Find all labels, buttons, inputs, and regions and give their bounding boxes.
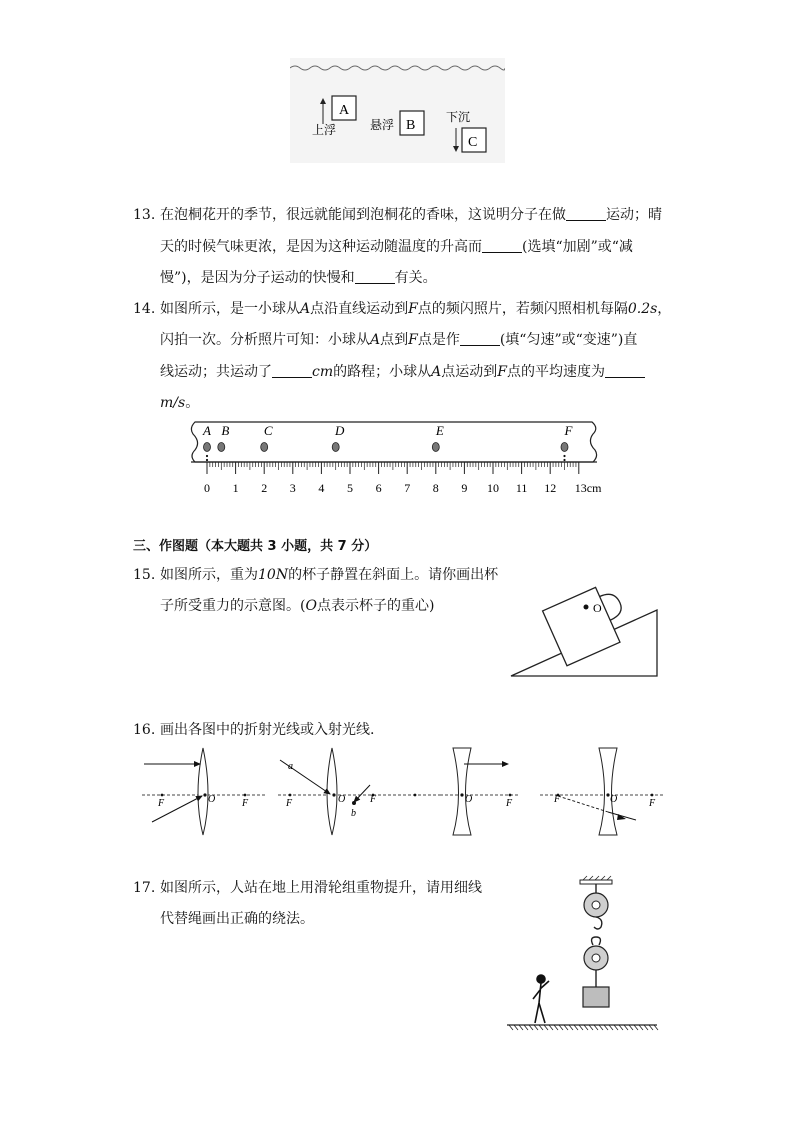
- svg-text:F: F: [649, 798, 656, 809]
- q15-number: 15.: [133, 567, 156, 583]
- q15-line2: 子所受重力的示意图。(O点表示杯子的重心): [160, 598, 435, 614]
- lens-diagrams-figure: [140, 740, 670, 840]
- svg-text:O: O: [465, 794, 473, 805]
- svg-text:O: O: [338, 794, 346, 805]
- q14-line3: 线运动；共运动了 cm的路程；小球从A点运动到F点的平均速度为: [160, 362, 645, 382]
- svg-text:F: F: [286, 798, 293, 809]
- ball-a: [204, 443, 211, 452]
- alignment-dot: [563, 455, 565, 457]
- ground-hatch-line: [644, 1025, 648, 1030]
- svg-text:F: F: [158, 798, 165, 809]
- q16-text: 画出各图中的折射光线或入射光线.: [160, 722, 375, 738]
- ball-label-b: B: [221, 423, 230, 438]
- svg-text:A: A: [339, 103, 350, 118]
- ruler-strip: [191, 422, 596, 462]
- ruler-tick-label: 6: [375, 481, 382, 495]
- svg-text:F: F: [506, 798, 513, 809]
- lens-diagram-1: [142, 748, 265, 835]
- q13-blank3[interactable]: [355, 269, 395, 284]
- ground-hatch-line: [544, 1025, 548, 1030]
- ball-label-a: A: [203, 423, 211, 438]
- ground-hatch-line: [614, 1025, 618, 1030]
- ground-hatch-line: [634, 1025, 638, 1030]
- q14-blank2[interactable]: [272, 363, 312, 378]
- q17-line1: 如图所示，人站在地上用滑轮组重物提升，请用细线: [160, 880, 482, 896]
- ground-hatch-line: [524, 1025, 528, 1030]
- ground-hatch-line: [559, 1025, 563, 1030]
- convex-lens-1: [198, 748, 208, 835]
- q13-blank2[interactable]: [482, 238, 522, 253]
- svg-text:悬浮: 悬浮: [370, 118, 395, 132]
- ground-hatch-line: [609, 1025, 613, 1030]
- ground-hatch-line: [579, 1025, 583, 1030]
- ground-hatch-line: [549, 1025, 553, 1030]
- strobe-ruler-figure: [185, 418, 605, 503]
- ground-hatch-line: [539, 1025, 543, 1030]
- lens-diagram-2: [278, 748, 440, 835]
- svg-text:a: a: [288, 761, 293, 772]
- q15-line1: 如图所示，重为10N的杯子静置在斜面上。请你画出杯: [160, 567, 499, 583]
- buoyancy-figure: [290, 58, 505, 163]
- ball-label-e: E: [435, 423, 444, 438]
- q17-line2: 代替绳画出正确的绕法。: [160, 911, 314, 927]
- ground-hatch-line: [509, 1025, 513, 1030]
- ground-hatch-line: [619, 1025, 623, 1030]
- ball-label-d: D: [335, 423, 345, 438]
- lens-diagram-3: [440, 748, 518, 835]
- svg-text:O: O: [593, 601, 602, 615]
- ground-hatch-line: [529, 1025, 533, 1030]
- svg-text:F: F: [242, 798, 249, 809]
- ruler-tick-label: 1: [232, 481, 239, 495]
- lens-diagram-4: [540, 748, 665, 835]
- ground-hatch-line: [584, 1025, 588, 1030]
- ground-hatch-line: [589, 1025, 593, 1030]
- ball-d: [332, 443, 339, 452]
- q14-line4: m/s。: [160, 395, 200, 411]
- ground-hatch-line: [604, 1025, 608, 1030]
- fixed-pulley: [584, 893, 608, 929]
- ground-hatch-line: [624, 1025, 628, 1030]
- q13-line1: 在泡桐花开的季节，很远就能闻到泡桐花的香味，这说明分子在做 运动；晴: [160, 207, 662, 223]
- center-of-gravity-dot: [584, 605, 589, 610]
- concave-lens-4: [599, 748, 617, 835]
- svg-text:C: C: [468, 135, 478, 150]
- ball-f: [561, 443, 568, 452]
- section-3-title: 三、作图题（本大题共 3 小题，共 7 分）: [133, 539, 378, 554]
- ball-b: [218, 443, 225, 452]
- ruler-tick-label: 10: [487, 481, 499, 495]
- ground-hatch-line: [654, 1025, 658, 1030]
- cup-on-incline-figure: [505, 570, 665, 682]
- ball-label-f: F: [564, 423, 573, 438]
- pulley-system-figure: [505, 875, 665, 1035]
- ruler-tick-label: 9: [461, 481, 468, 495]
- movable-pulley: [584, 937, 608, 987]
- q13-line2: 天的时候气味更浓，是因为这种运动随温度的升高而 (选填“加剧”或“减: [160, 239, 633, 255]
- q14-number: 14.: [133, 301, 156, 317]
- q14-blank3[interactable]: [605, 363, 645, 378]
- ground-hatch-line: [599, 1025, 603, 1030]
- svg-text:b: b: [351, 808, 356, 819]
- svg-text:O: O: [610, 794, 618, 805]
- svg-text:B: B: [406, 118, 416, 133]
- weight-block: [583, 987, 609, 1007]
- q17-number: 17.: [133, 880, 156, 896]
- q14-blank1[interactable]: [460, 331, 500, 346]
- ground-hatch-line: [534, 1025, 538, 1030]
- svg-text:O: O: [208, 794, 216, 805]
- ball-c: [261, 443, 268, 452]
- ground-hatch-line: [569, 1025, 573, 1030]
- ground-hatch-line: [574, 1025, 578, 1030]
- convex-lens-2: [327, 748, 337, 835]
- ruler-tick-label: 11: [515, 481, 528, 495]
- q13-number: 13.: [133, 207, 156, 223]
- ruler-tick-label: 13cm: [574, 481, 602, 495]
- ruler-tick-label: 0: [204, 481, 210, 495]
- person-figure: [533, 975, 549, 1023]
- ground-hatch-line: [514, 1025, 518, 1030]
- svg-text:上浮: 上浮: [312, 123, 337, 137]
- concave-lens-3: [453, 748, 471, 835]
- ground-hatch-line: [554, 1025, 558, 1030]
- ground-hatch-line: [519, 1025, 523, 1030]
- ruler-tick-label: 7: [404, 481, 411, 495]
- ceiling: [580, 880, 612, 884]
- ruler-tick-label: 2: [261, 481, 268, 495]
- alignment-dot: [206, 455, 208, 457]
- svg-text:F: F: [554, 794, 561, 805]
- ruler-tick-label: 4: [318, 481, 325, 495]
- ground-hatch-line: [564, 1025, 568, 1030]
- ruler-tick-label: 5: [347, 481, 353, 495]
- svg-text:下沉: 下沉: [446, 110, 471, 124]
- q14-line1: 如图所示，是一小球从A点沿直线运动到F点的频闪照片，若频闪照相机每隔0.2s，: [160, 301, 672, 317]
- ruler-tick-label: 3: [289, 481, 296, 495]
- ball-label-c: C: [263, 423, 273, 438]
- svg-text:F: F: [370, 794, 377, 805]
- q16-number: 16.: [133, 722, 156, 738]
- ruler-tick-label: 12: [544, 481, 557, 495]
- alignment-dot: [206, 459, 208, 461]
- ground-hatch-line: [649, 1025, 653, 1030]
- q14-line2: 闪拍一次。分析照片可知：小球从A点到F点是作 (填“匀速”或“变速”)直: [160, 332, 638, 348]
- ground-hatch-line: [594, 1025, 598, 1030]
- q13-line3: 慢”)，是因为分子运动的快慢和 有关。: [160, 270, 437, 286]
- ground-hatch-line: [639, 1025, 643, 1030]
- ground-hatch-line: [629, 1025, 633, 1030]
- alignment-dot: [563, 459, 565, 461]
- ball-e: [432, 443, 439, 452]
- q13-blank1[interactable]: [566, 206, 606, 221]
- ruler-tick-label: 8: [432, 481, 439, 495]
